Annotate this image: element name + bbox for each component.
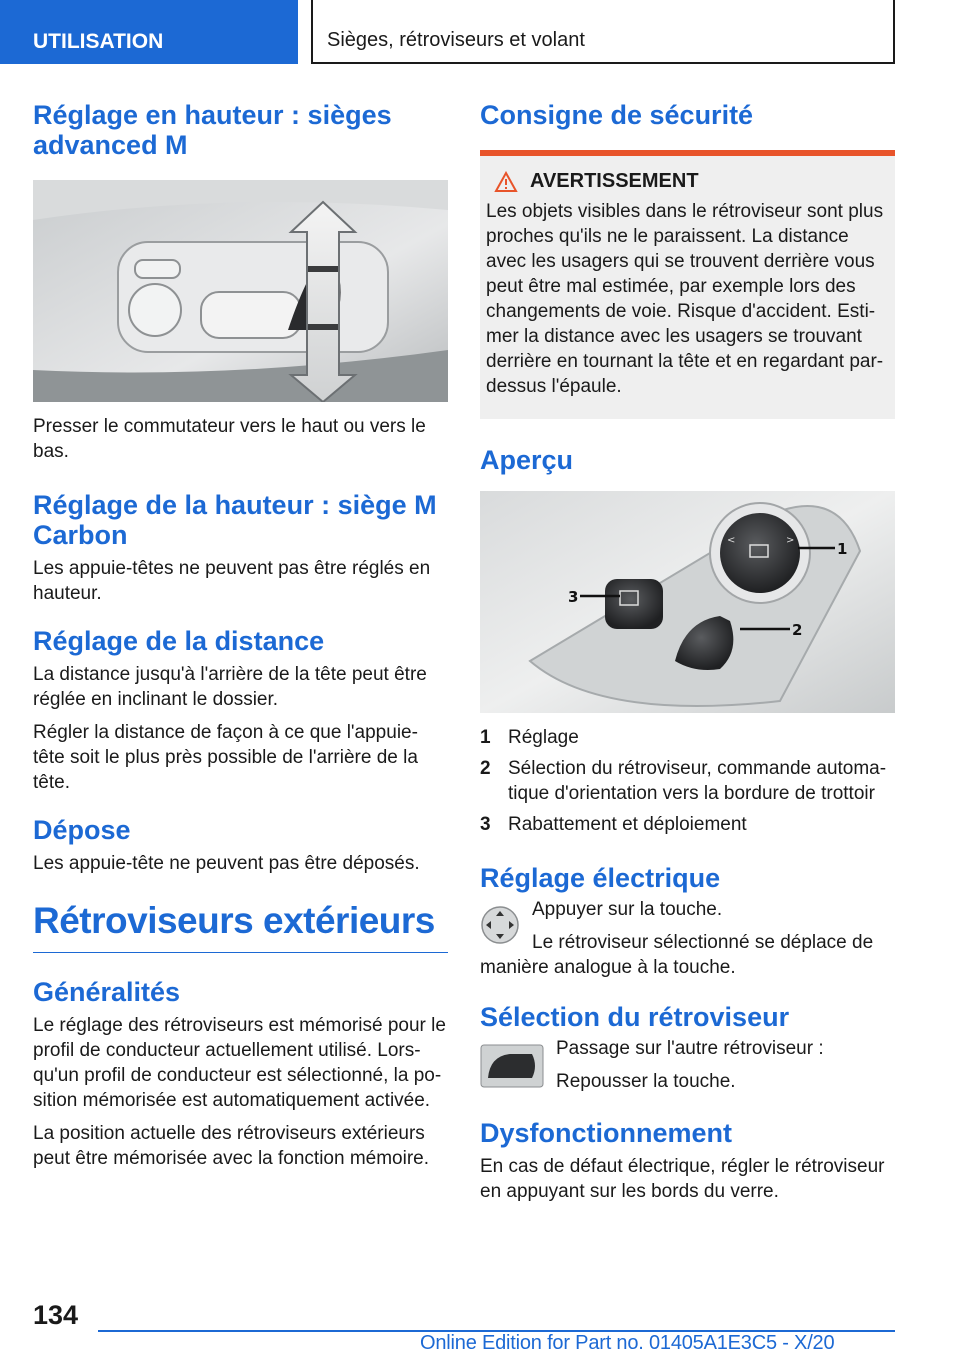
- text-seat-height: Presser le commutateur vers le haut ou vers le bas.: [33, 416, 426, 462]
- item-text: Sélection du rétroviseur, commande automa-tique d'orientation vers la bordure de trottoir: [508, 758, 887, 804]
- header-chapter-title: Sièges, rétroviseurs et volant: [311, 0, 895, 64]
- svg-text:>: >: [786, 535, 795, 546]
- heading-general: Généralités: [33, 977, 181, 1007]
- callout-3: 3: [568, 588, 579, 606]
- item-number: 2: [480, 758, 491, 779]
- text-remove: Les appuie-tête ne peuvent pas être déposés.: [33, 853, 420, 874]
- heading-exterior-mirrors: Rétroviseurs extérieurs: [33, 900, 448, 953]
- heading-seat-height: Réglage en hauteur : sièges advanced M: [33, 100, 392, 160]
- header-section-tab: UTILISATION: [0, 0, 298, 64]
- warning-header: [486, 170, 885, 193]
- text-selection-2: Repousser la touche.: [556, 1071, 736, 1092]
- text-general-1: Le réglage des rétroviseurs est mémorisé pour le profil de conducteur actuellement utilisé. Lors-qu'un profil de conducteur est sélectionné, la po-sition mémorisée est automatiquement activée.: [33, 1015, 446, 1111]
- mirror-selector-button-icon: [480, 1044, 544, 1088]
- seat-switch-figure: [33, 180, 448, 402]
- text-distance-2: Régler la distance de façon à ce que l'appuie-tête soit le plus près possible de l'arrière de la tête.: [33, 722, 418, 793]
- heading-electric: Réglage électrique: [480, 863, 721, 893]
- mirror-controls-figure: [480, 491, 895, 713]
- text-general-2: La position actuelle des rétroviseurs extérieurs peut être mémorisée avec la fonction mémoire.: [33, 1123, 430, 1169]
- callout-2: 2: [792, 621, 803, 639]
- right-column: [480, 100, 895, 1204]
- svg-text:<: <: [727, 535, 736, 546]
- item-text: Rabattement et déploiement: [508, 814, 747, 835]
- text-distance-1: La distance jusqu'à l'arrière de la tête peut être réglée en inclinant le dossier.: [33, 664, 427, 710]
- warning-box: [480, 150, 895, 419]
- item-number: 3: [480, 814, 491, 835]
- text-malfunction: En cas de défaut électrique, régler le rétroviseur en appuyant sur les bords du verre.: [480, 1156, 885, 1202]
- item-number: 1: [480, 727, 491, 748]
- left-column: [33, 100, 448, 1171]
- heading-remove: Dépose: [33, 815, 131, 845]
- item-text: Réglage: [508, 727, 579, 748]
- text-selection-1: Passage sur l'autre rétroviseur :: [556, 1038, 824, 1059]
- list-item: [480, 756, 895, 806]
- warning-triangle-icon: [494, 171, 518, 193]
- footer-edition: Online Edition for Part no. 01405A1E3C5 - X/20: [420, 1332, 835, 1354]
- heading-malfunction: Dysfonctionnement: [480, 1118, 733, 1148]
- warning-title: AVERTISSEMENT: [530, 170, 699, 192]
- heading-overview: Aperçu: [480, 445, 574, 475]
- list-item: [480, 812, 895, 837]
- callout-1: 1: [837, 540, 848, 558]
- mirror-joystick-icon: [480, 905, 520, 945]
- warning-text: Les objets visibles dans le rétroviseur sont plus proches qu'ils ne le paraissent. La distance avec les usagers qui se trouvent derrière vous peut être mal estimée, par exemple lors des changements de voie. Risque d'accident. Esti-mer la distance avec les usagers se trouvant derrière en tournant la tête et en regardant par-dessus l'épaule.: [486, 201, 884, 397]
- heading-distance: Réglage de la distance: [33, 626, 325, 656]
- text-headrest-height: Les appuie-têtes ne peuvent pas être réglés en hauteur.: [33, 558, 431, 604]
- heading-safety: Consigne de sécurité: [480, 100, 754, 130]
- heading-headrest-height: Réglage de la hauteur : siège M Carbon: [33, 490, 437, 550]
- text-electric-2: Le rétroviseur sélectionné se déplace de manière analogue à la touche.: [480, 932, 874, 978]
- page-number: 134: [33, 1300, 79, 1330]
- heading-selection: Sélection du rétroviseur: [480, 1002, 790, 1032]
- list-item: [480, 725, 895, 750]
- text-electric-1: Appuyer sur la touche.: [532, 899, 723, 920]
- legend-list: [480, 725, 895, 837]
